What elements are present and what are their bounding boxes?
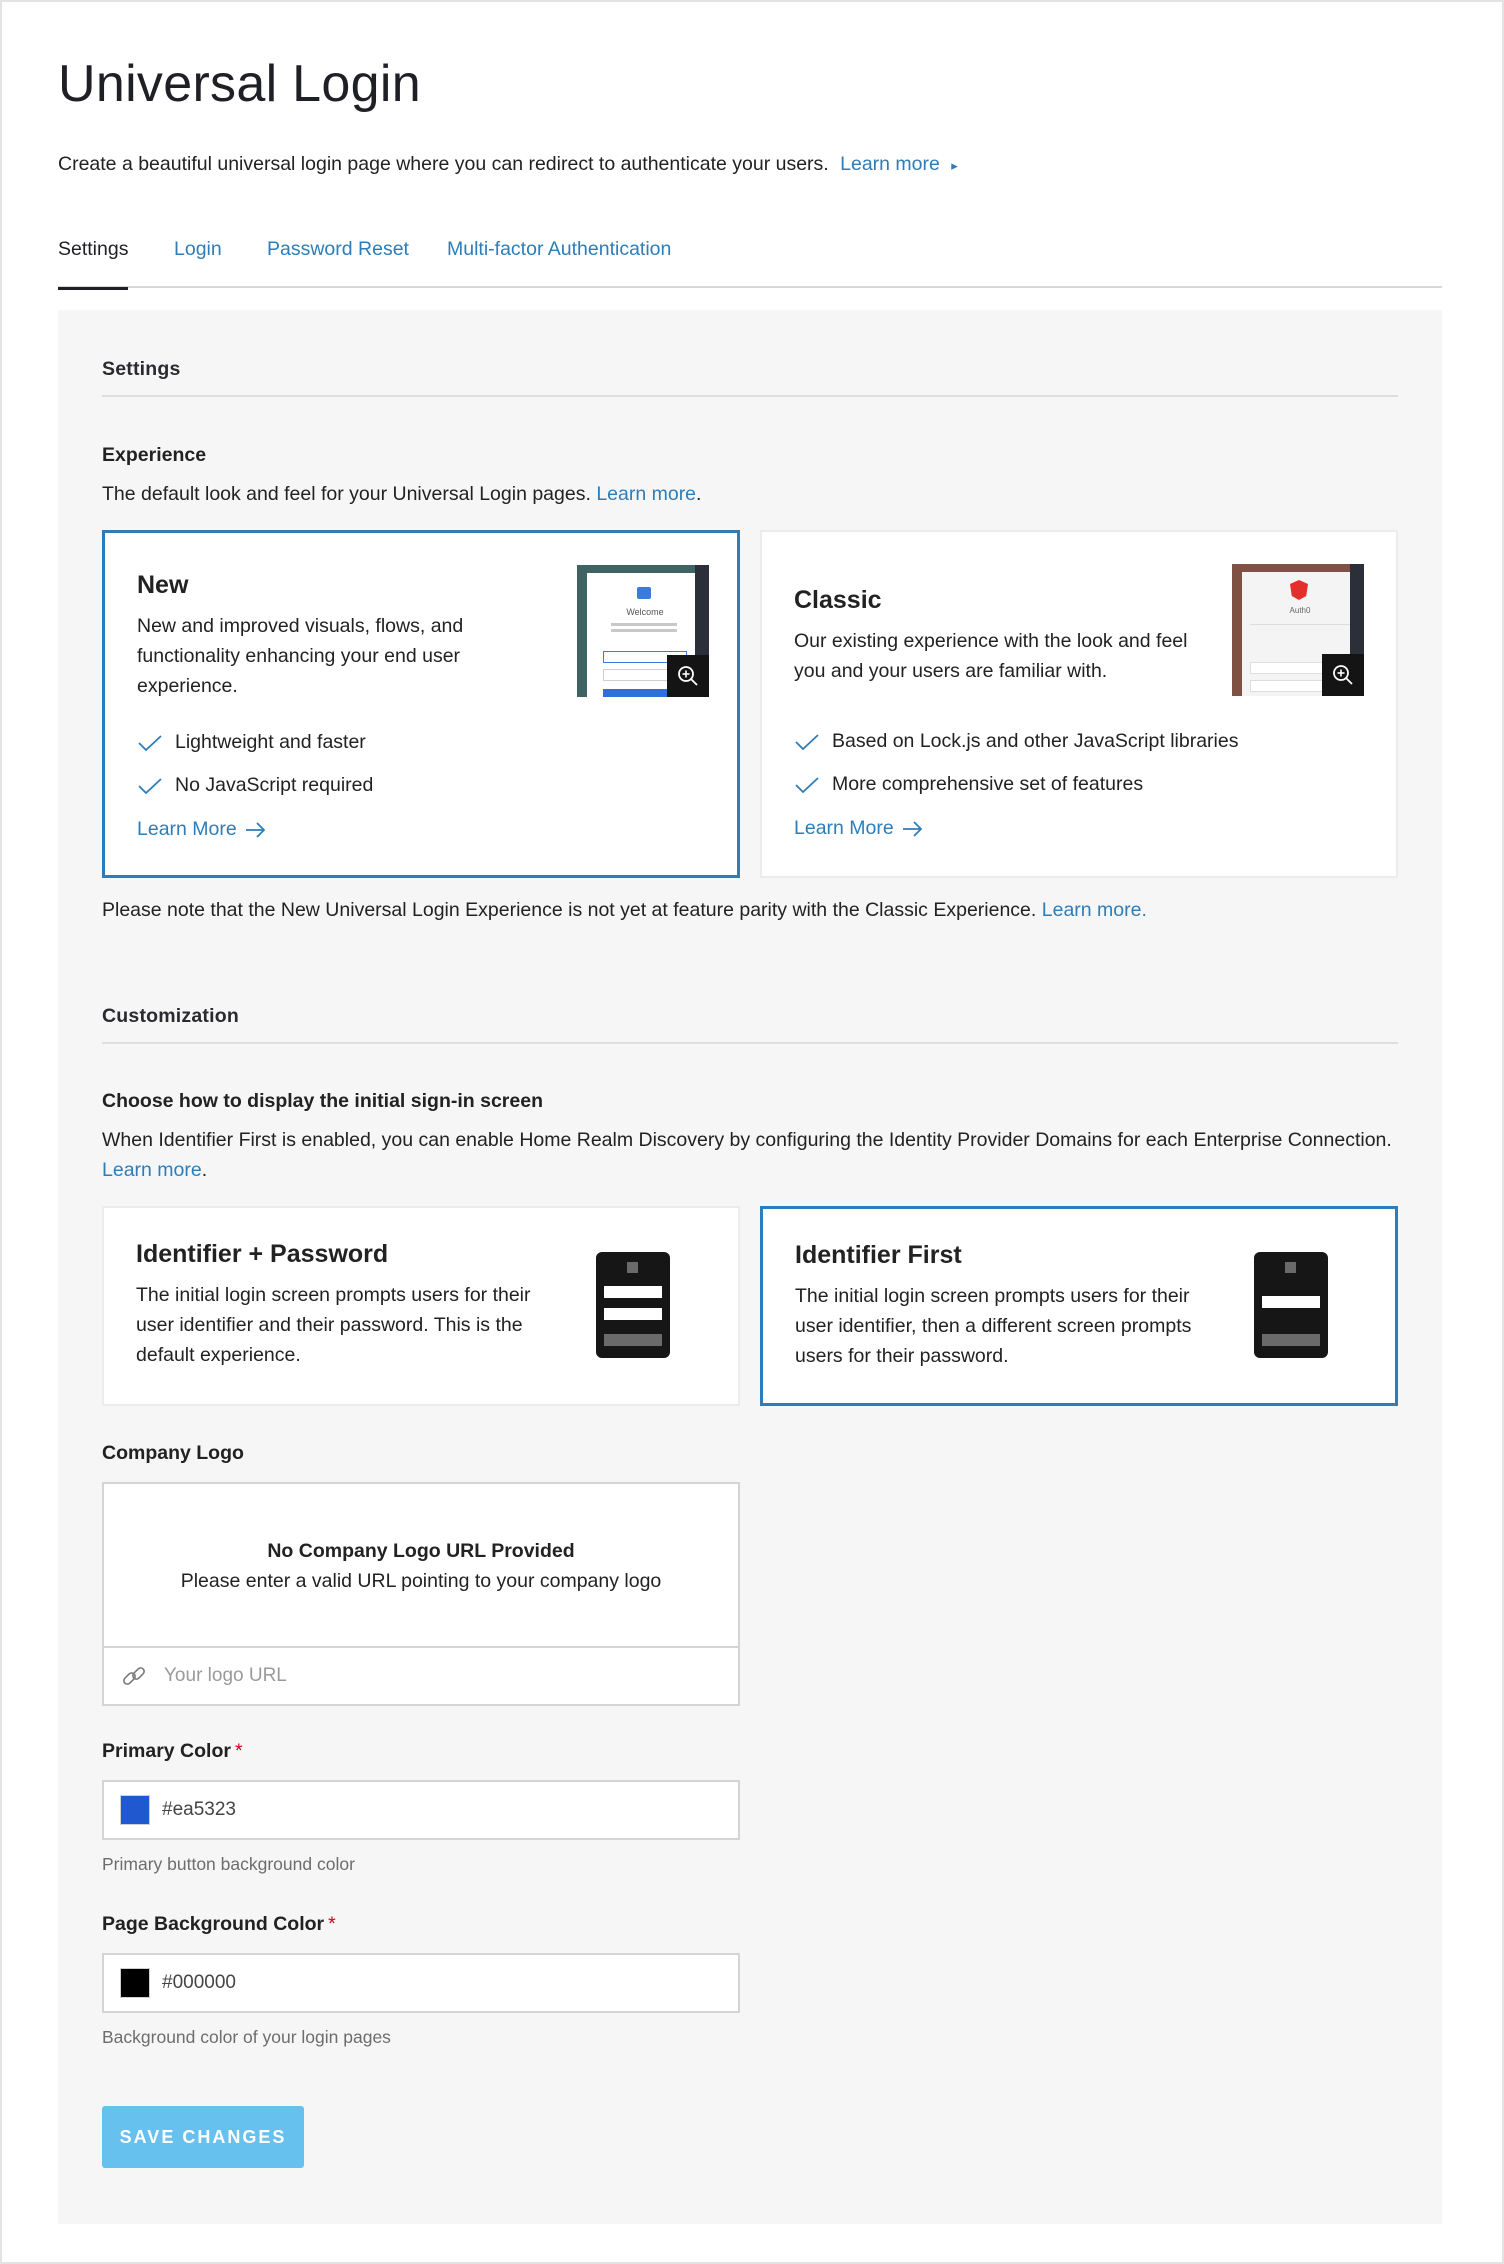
preview-line [611,623,677,626]
feature-item [794,730,1238,753]
page-description [58,153,958,176]
logo-url-input[interactable] [164,1665,724,1687]
page-title: Universal Login [58,55,421,113]
signin-period: . [201,1159,208,1181]
signin-display-description [102,1125,1412,1185]
illustration-field [604,1308,662,1320]
required-mark: * [328,1913,336,1935]
illustration-field [604,1286,662,1298]
experience-new-learn-more-link[interactable] [137,818,267,841]
tab-password-reset[interactable]: Password Reset [267,238,409,260]
experience-parity-note [102,895,1147,925]
preview-logo [637,587,651,599]
page-description-text: Create a beautiful universal login page where you can redirect to authenticate your users. [58,153,829,175]
logo-url-field [104,1646,738,1704]
feature-text: Based on Lock.js and other JavaScript libraries [832,730,1239,752]
check-icon [137,733,163,753]
tab-bar [58,238,1442,288]
signin-learn-more-link[interactable]: Learn more [102,1159,202,1181]
preview-brand-text: Auth0 [1289,606,1311,615]
preview-line [611,629,677,632]
identifier-password-title: Identifier + Password [136,1240,389,1268]
illustration-button [604,1334,662,1346]
arrow-right-icon [245,822,267,838]
parity-note-text: Please note that the New Universal Login Experience is not yet at feature parity with the Classic Experience. [102,899,1037,921]
identifier-first-description: The initial login screen prompts users for their user identifier, then a different screen prompts users for their password. [795,1285,1192,1367]
tab-multi-factor-authentication[interactable]: Multi-factor Authentication [447,238,672,260]
feature-text: More comprehensive set of features [832,773,1144,795]
illustration-field [1262,1296,1320,1308]
arrow-right-icon [902,821,924,837]
experience-learn-more-link[interactable]: Learn more [596,483,697,505]
link-icon [120,1662,148,1690]
illustration-dot [627,1262,638,1273]
company-logo-label: Company Logo [102,1442,244,1464]
identifier-first-title: Identifier First [795,1241,962,1269]
experience-card-classic[interactable] [760,530,1398,878]
identifier-password-description: The initial login screen prompts users for their user identifier and their password. This is the default experience. [136,1284,531,1366]
settings-panel [58,310,1442,2224]
signin-card-identifier-password[interactable] [102,1206,740,1406]
feature-item [137,731,366,754]
tab-settings[interactable]: Settings [58,238,128,290]
settings-section-title: Settings [102,358,1398,397]
learn-more-text: Learn More [794,817,894,839]
identifier-password-illustration [596,1252,670,1358]
logo-empty-title: No Company Logo URL Provided [267,1540,575,1562]
primary-color-label-text: Primary Color [102,1740,231,1762]
background-color-label [102,1913,336,1936]
save-changes-button[interactable]: SAVE CHANGES [102,2106,304,2168]
tab-login[interactable]: Login [174,238,222,260]
background-color-label-text: Page Background Color [102,1913,325,1935]
check-icon [794,732,820,752]
primary-color-help: Primary button background color [102,1854,355,1874]
illustration-dot [1285,1262,1296,1273]
zoom-in-icon[interactable] [1322,654,1364,696]
experience-new-title: New [137,571,189,599]
experience-description [102,479,701,509]
classic-experience-preview[interactable] [1232,564,1364,696]
learn-more-text: Learn More [137,818,237,840]
primary-color-input[interactable] [162,1799,722,1821]
background-color-input[interactable] [162,1972,722,1994]
customization-section-title: Customization [102,1005,1398,1044]
experience-classic-description: Our existing experience with the look and feel you and your users are familiar with. [794,630,1188,682]
experience-card-new[interactable] [102,530,740,878]
experience-label: Experience [102,444,207,466]
background-color-help: Background color of your login pages [102,2027,391,2047]
auth0-shield-icon [1290,580,1308,600]
new-experience-preview[interactable] [577,565,709,697]
signin-description-text: When Identifier First is enabled, you can enable Home Realm Discovery by configuring the Identity Provider Domains for each Enterprise Connection. [102,1129,1392,1151]
preview-divider [1250,624,1350,625]
primary-color-field [102,1780,740,1840]
zoom-in-icon[interactable] [667,655,709,697]
feature-text: No JavaScript required [175,774,374,796]
triangle-right-icon: ▸ [951,158,958,173]
feature-text: Lightweight and faster [175,731,366,753]
feature-item [137,774,373,797]
required-mark: * [234,1740,243,1762]
preview-welcome-text: Welcome [626,607,664,617]
illustration-button [1262,1334,1320,1346]
experience-classic-learn-more-link[interactable] [794,817,924,840]
company-logo-box [102,1482,740,1706]
logo-empty-subtitle: Please enter a valid URL pointing to your company logo [180,1570,662,1592]
identifier-first-illustration [1254,1252,1328,1358]
check-icon [794,775,820,795]
parity-note-learn-more-link[interactable]: Learn more. [1041,899,1147,921]
signin-display-label: Choose how to display the initial sign-in screen [102,1090,543,1112]
primary-color-swatch[interactable] [120,1795,150,1825]
primary-color-label [102,1740,243,1763]
background-color-swatch[interactable] [120,1968,150,1998]
background-color-field [102,1953,740,2013]
experience-new-description: New and improved visuals, flows, and functionality enhancing your end user experience. [137,615,464,697]
signin-card-identifier-first[interactable] [760,1206,1398,1406]
experience-description-text: The default look and feel for your Universal Login pages. [102,483,591,505]
page-learn-more-link[interactable]: Learn more [840,153,940,175]
experience-period: . [696,483,702,505]
experience-classic-title: Classic [794,586,882,614]
check-icon [137,776,163,796]
feature-item [794,773,1143,796]
